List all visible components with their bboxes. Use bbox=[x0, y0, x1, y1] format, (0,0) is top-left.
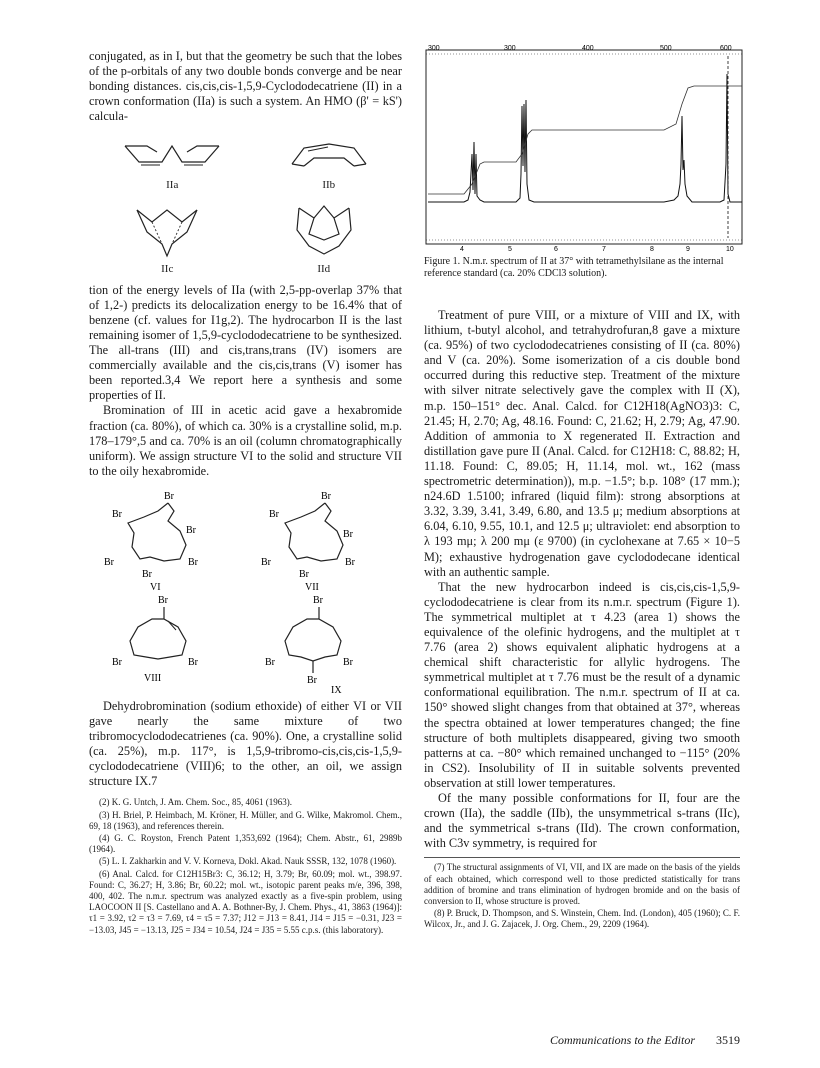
structures-tribromide-row bbox=[89, 593, 402, 697]
left-para-1: conjugated, as in I, but that the geometry be such that the lobes of the p-orbitals of any two double bonds converge and be near bonding distances. cis,cis,cis-1,5,9-Cyclododecatriene (II) in a crown conformation (IIa) is such a system. An HMO (β' = kS') calcula- bbox=[89, 49, 402, 124]
structure-VIII bbox=[102, 593, 232, 697]
footnote-7: (7) The structural assignments of VI, VII, and IX are made on the basis of the yields of each obtained, which correspond well to those predicted statistically for trans addition of bromine and trans elimination of hydrogen bromide and on the basis of conversion to II, whose structure is proved. bbox=[424, 862, 740, 906]
br-label: Br bbox=[104, 556, 115, 568]
structure-IIc bbox=[122, 200, 212, 277]
br-label: Br bbox=[342, 528, 353, 540]
br-label: Br bbox=[188, 556, 199, 568]
br-label: Br bbox=[188, 656, 199, 668]
bottom-scale-label: 9 bbox=[686, 246, 690, 253]
right-para-3: Of the many possible conformations for II, four are the crown (IIa), the saddle (IIb), the unsymmetrical s-trans (IIc), and the symmetrical s-trans (IId). The crown conformation, with C3v symmetry, is required for bbox=[424, 791, 740, 851]
structure-IId bbox=[279, 200, 369, 277]
br-label: Br bbox=[260, 556, 271, 568]
footnote-separator bbox=[424, 857, 740, 858]
structure-VIII-drawing bbox=[102, 593, 232, 697]
br-label: Br bbox=[342, 656, 353, 668]
br-label: Br bbox=[306, 674, 317, 686]
footnotes-right bbox=[424, 862, 740, 930]
structure-IX-drawing bbox=[259, 593, 389, 697]
top-scale-label: 600 bbox=[720, 45, 732, 52]
br-label: Br bbox=[164, 490, 175, 502]
structure-VI-drawing bbox=[102, 487, 232, 593]
label-VII: VII bbox=[304, 581, 319, 593]
nmr-spectrum-figure bbox=[424, 44, 744, 254]
br-label: Br bbox=[158, 594, 169, 606]
top-scale-label: 300 bbox=[504, 45, 516, 52]
structure-IId-drawing bbox=[279, 200, 369, 262]
footnote-2: (2) K. G. Untch, J. Am. Chem. Soc., 85, 4061 (1963). bbox=[99, 797, 292, 808]
footnotes-left bbox=[89, 797, 402, 935]
label-IIa: IIa bbox=[166, 179, 179, 192]
page-number: 3519 bbox=[716, 1033, 740, 1047]
structure-IIb bbox=[284, 134, 374, 193]
top-scale-label: 500 bbox=[660, 45, 672, 52]
right-column bbox=[424, 308, 740, 932]
bottom-scale-label: 10 bbox=[726, 246, 734, 253]
nmr-spectrum-plot bbox=[424, 44, 744, 254]
label-IIc: IIc bbox=[161, 262, 174, 275]
footnote-6: (6) Anal. Calcd. for C12H15Br3: C, 36.12; H, 3.79; Br, 60.09; mol. wt., 398.97. Found: C, 36.27; H, 3.86; Br, 60.22; mol. wt., isotopic parent peaks m/e, 396, 398, 400, 402. The n.m.r. spectrum was analyzed exactly as a five-spin problem, using LAOCOON II [S. Castellano and A. A. Bothner-By, J. Chem. Phys., 41, 3863 (1964)]: τ1 = 3.92, τ2 = τ3 = 7.69, τ4 = τ5 = 7.37; J12 = J13 = 8.41, J14 = J15 = −0.31, J23 = −13.03, J45 = −13.13, J25 = J34 = 10.54, J24 = J35 = 5.55 c.p.s. (this laboratory). bbox=[89, 868, 402, 935]
structures-hexabromide-row bbox=[89, 487, 402, 593]
footnote-5: (5) L. I. Zakharkin and V. V. Korneva, Dokl. Akad. Nauk SSSR, 132, 1078 (1960). bbox=[99, 856, 397, 867]
label-IId: IId bbox=[317, 262, 331, 275]
footnote-4: (4) G. C. Royston, French Patent 1,353,692 (1964); Chem. Abstr., 61, 2989b (1964). bbox=[89, 833, 402, 855]
br-label: Br bbox=[298, 568, 309, 580]
left-para-4: Dehydrobromination (sodium ethoxide) of either VI or VII gave nearly the same mixture of two tribromocyclododecatrienes (ca. 90%). One, a crystalline solid (ca. 25%), m.p. 117°, is 1,5,9-tribromo-cis,cis,cis-1,5,9-cyclododecatriene (VIII)6; to the other, an oil, we assign structure IX.7 bbox=[89, 698, 402, 789]
br-label: Br bbox=[112, 508, 123, 520]
left-para-2: tion of the energy levels of IIa (with 2,5-pp-overlap 37% that of 1,2-) predicts its delocalization energy to be 16.4% that of benzene (cf. values for I1g,2). The hydrocarbon II is the last remaining isomer of 1,5,9-cyclododecatriene to be synthesized. The all-trans (III) and cis,trans,trans (IV) isomers are commercially available and the cis,cis,trans (V) isomer has been reported.3,4 We report here a synthesis and some properties of II. bbox=[89, 282, 402, 403]
br-label: Br bbox=[186, 524, 197, 536]
top-scale-label: 400 bbox=[582, 45, 594, 52]
br-label: Br bbox=[142, 568, 153, 580]
structures-ii-row-2 bbox=[89, 200, 402, 277]
bottom-scale-label: 5 bbox=[508, 246, 512, 253]
bottom-scale-label: 6 bbox=[554, 246, 558, 253]
left-column bbox=[89, 49, 402, 937]
label-VIII: VIII bbox=[144, 672, 162, 684]
structure-IX bbox=[259, 593, 389, 697]
top-scale-label: 300 bbox=[428, 45, 440, 52]
structure-IIb-drawing bbox=[284, 134, 374, 178]
br-label: Br bbox=[112, 656, 123, 668]
structure-VII-drawing bbox=[259, 487, 389, 593]
bottom-scale-label: 7 bbox=[602, 246, 606, 253]
structure-IIa bbox=[117, 134, 227, 193]
page-footer bbox=[540, 1033, 740, 1048]
br-label: Br bbox=[268, 508, 279, 520]
bottom-scale-label: 8 bbox=[650, 246, 654, 253]
structure-IIa-drawing bbox=[117, 134, 227, 178]
label-IX: IX bbox=[330, 684, 342, 696]
figure-caption: Figure 1. N.m.r. spectrum of II at 37° with tetramethylsilane as the internal reference standard (ca. 20% CDCl3 solution). bbox=[424, 256, 724, 279]
structures-ii-row-1 bbox=[89, 134, 402, 193]
br-label: Br bbox=[312, 594, 323, 606]
footnote-3: (3) H. Briel, P. Heimbach, M. Kröner, H. Müller, and G. Wilke, Makromol. Chem., 69, 18 (1963), and references therein. bbox=[89, 809, 402, 831]
br-label: Br bbox=[320, 490, 331, 502]
footnote-8: (8) P. Bruck, D. Thompson, and S. Winstein, Chem. Ind. (London), 405 (1960); C. F. Wilcox, Jr., and J. G. Zajacek, J. Org. Chem., 29, 2209 (1964). bbox=[424, 908, 740, 930]
label-IIb: IIb bbox=[322, 179, 336, 192]
left-para-3: Bromination of III in acetic acid gave a hexabromide fraction (ca. 80%), of which ca. 30% is a crystalline solid, m.p. 178–179°,5 and ca. 70% is an oil (column chromatographically uniform). We assign structure VI to the solid and structure VII to the oily hexabromide. bbox=[89, 403, 402, 478]
structure-VII bbox=[259, 487, 389, 593]
br-label: Br bbox=[344, 556, 355, 568]
structure-VI bbox=[102, 487, 232, 593]
structure-IIc-drawing bbox=[122, 200, 212, 262]
label-VI: VI bbox=[150, 581, 161, 593]
journal-section: Communications to the Editor bbox=[550, 1033, 695, 1047]
right-para-2: That the new hydrocarbon indeed is cis,cis,cis-1,5,9-cyclododecatriene is clear from its n.m.r. spectrum (Figure 1). The symmetrical multiplet at τ 4.23 (area 1) shows the equivalence of the olefinic hydrogens, and the multiplet at τ 7.76 (area 2) shows equivalent aliphatic hydrogens at a chemical shift characteristic for allylic hydrogens. The symmetrical multiplet at τ 7.76 must be the result of a dynamic conformational equilibration. The n.m.r. spectrum of II at ca. 150° showed slight changes from that obtained at 37°, whereas the spectra obtained at lower temperatures changed; the fine structure of both multiplets disappeared, giving two smooth patterns at ca. −80° which remained unchanged to −115° (20% in CS2). Insolubility of II in suitable solvents prevented observation at still lower temperatures. bbox=[424, 579, 740, 790]
br-label: Br bbox=[264, 656, 275, 668]
right-para-1: Treatment of pure VIII, or a mixture of VIII and IX, with lithium, t-butyl alcohol, and tetrahydrofuran,8 gave a mixture (ca. 95%) of two cyclododecatrienes consisting of II (ca. 80%) and V (ca. 20%). Some isomerization of a cis double bond occurred during this reductive step. Treatment of the mixture with silver nitrate selectively gave the complex with II (X), m.p. 150–151° dec. Anal. Calcd. for C12H18(AgNO3)3: C, 21.45; H, 2.70; Ag, 48.16. Found: C, 21.62; H, 2.79; Ag, 47.90. Addition of ammonia to X regenerated II. Extraction and distillation gave pure II (Anal. Calcd. for C12H18: C, 88.82; H, 11.18. Found: C, 89.05; H, 11.14, mol. wt., 162 (mass spectrometric determination)), m.p. −1.5°; b.p. 108° (17 mm.); n24.6D 1.5100; infrared (liquid film): strong absorptions at 3.32, 3.39, 3.41, 3.49, 6.80, and 13.5 μ; medium absorptions at 6.04, 6.10, 9.55, 10.1, and 12.5 μ; ultraviolet: end absorption to λ 193 mμ; λ 200 mμ (ε 9700) (in cyclohexane at 7.65 × 10−5 M); exhaustive hydrogenation gave cyclododecane identical with an authentic sample. bbox=[424, 308, 740, 579]
bottom-scale-label: 4 bbox=[460, 246, 464, 253]
